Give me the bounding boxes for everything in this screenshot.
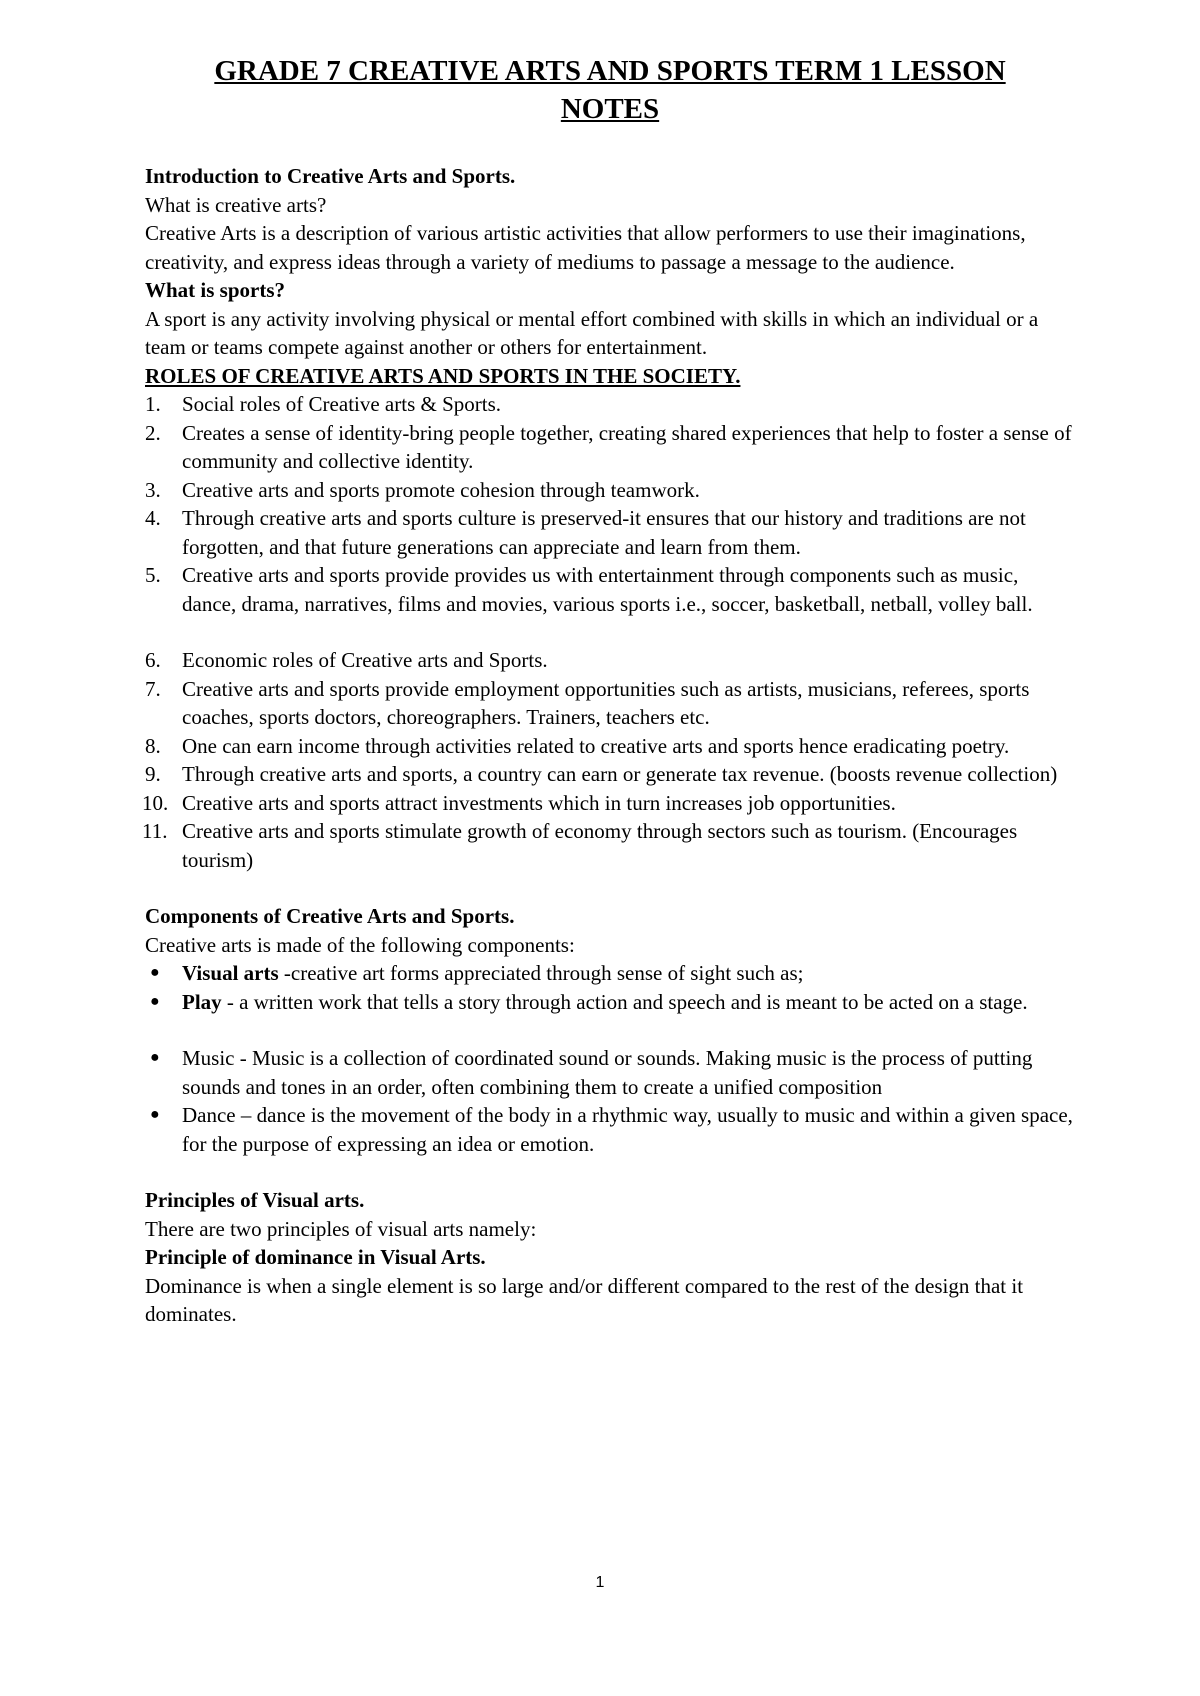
list-item (145, 1044, 1075, 1101)
list-item (145, 646, 1075, 675)
document-title: GRADE 7 CREATIVE ARTS AND SPORTS TERM 1 LESSON NOTES (214, 55, 1006, 125)
intro-question-2: What is sports? (145, 278, 286, 302)
components-section (145, 902, 1075, 1158)
item-text: Creative arts and sports provide employment opportunities such as artists, musicians, referees, sports coaches, sports doctors, choreographers. Trainers, teachers etc. (182, 676, 1030, 729)
bullet-icon: ● (150, 1049, 160, 1066)
list-item (145, 390, 1075, 419)
components-list (145, 959, 1075, 1158)
item-text: Through creative arts and sports culture is preserved-it ensures that our history and traditions are not forgotten, and that future generations can appreciate and learn from them. (182, 506, 1026, 559)
list-item (145, 988, 1075, 1017)
intro-heading: Introduction to Creative Arts and Sports. (145, 164, 516, 188)
document-page (142, 52, 1075, 1329)
item-number: 4. (145, 506, 161, 530)
principles-heading: Principles of Visual arts. (145, 1188, 365, 1212)
item-text: Social roles of Creative arts & Sports. (182, 392, 502, 416)
item-number: 3. (145, 477, 161, 502)
roles-heading: ROLES OF CREATIVE ARTS AND SPORTS IN THE SOCIETY. (145, 363, 741, 388)
bullet-icon: ● (150, 1106, 160, 1123)
list-item (145, 959, 1075, 988)
principles-section (145, 1186, 1075, 1329)
list-item (142, 817, 1075, 874)
item-term: Play (182, 989, 222, 1014)
item-text: -creative art forms appreciated through sense of sight such as; (278, 961, 804, 985)
principles-intro: There are two principles of visual arts namely: (145, 1216, 537, 1241)
list-spacer (145, 618, 1075, 646)
item-number: 11. (142, 819, 168, 843)
item-text: Dance – dance is the movement of the body in a rhythmic way, usually to music and within a given space, for the purpose of expressing an idea or emotion. (182, 1103, 1073, 1156)
list-spacer (145, 1016, 1075, 1044)
bullet-icon: ● (150, 964, 160, 981)
roles-section (142, 362, 1075, 875)
section-spacer (145, 1158, 1075, 1186)
list-item (145, 1101, 1075, 1158)
item-number: 7. (145, 676, 161, 701)
item-number: 5. (145, 563, 161, 587)
item-text: Creative arts and sports promote cohesion through teamwork. (182, 477, 700, 502)
item-number: 2. (145, 420, 161, 445)
item-text: Music - Music is a collection of coordinated sound or sounds. Making music is the process of putting sounds and tones in an order, often combining them to create a unified composition (182, 1046, 1033, 1099)
item-text: - a written work that tells a story through action and speech and is meant to be acted on a stage. (221, 989, 1028, 1014)
bullet-icon: ● (150, 992, 160, 1010)
list-item (142, 789, 1075, 818)
intro-question-1: What is creative arts? (145, 192, 327, 217)
item-text: Through creative arts and sports, a country can earn or generate tax revenue. (boosts revenue collection) (182, 762, 1058, 786)
item-text: Creates a sense of identity-bring people together, creating shared experiences that help to foster a sense of community and collective identity. (182, 420, 1072, 473)
list-item (145, 419, 1075, 476)
list-item (145, 760, 1075, 789)
components-heading: Components of Creative Arts and Sports. (145, 904, 515, 928)
item-number: 6. (145, 648, 161, 672)
intro-section (145, 162, 1075, 362)
item-number: 10. (142, 790, 169, 815)
list-item (145, 504, 1075, 561)
components-intro: Creative arts is made of the following components: (145, 932, 575, 957)
list-item (145, 675, 1075, 732)
list-item (145, 732, 1075, 761)
item-number: 8. (145, 733, 161, 758)
list-item (145, 561, 1075, 618)
item-text: Creative arts and sports provide provides us with entertainment through components such as music, dance, drama, narratives, films and movies, various sports i.e., soccer, basketball, netball, volley ball. (182, 563, 1033, 616)
item-number: 9. (145, 762, 161, 786)
item-text: Creative arts and sports attract investments which in turn increases job opportunities. (182, 790, 896, 815)
section-spacer (145, 874, 1075, 902)
item-number: 1. (145, 392, 161, 416)
item-text: Creative arts and sports stimulate growth of economy through sectors such as tourism. (Encourages tourism) (182, 819, 1018, 872)
list-item (145, 476, 1075, 505)
intro-answer-1: Creative Arts is a description of various artistic activities that allow performers to use their imaginations, creativity, and express ideas through a variety of mediums to passage a message to the audience. (145, 221, 1026, 274)
item-text: One can earn income through activities related to creative arts and sports hence eradicating poetry. (182, 733, 1010, 758)
item-text: Economic roles of Creative arts and Sports. (182, 648, 548, 672)
roles-list (142, 390, 1075, 874)
intro-answer-2: A sport is any activity involving physical or mental effort combined with skills in which an individual or a team or teams compete against another or others for entertainment. (145, 306, 1039, 359)
item-term: Visual arts (182, 961, 279, 985)
dominance-heading: Principle of dominance in Visual Arts. (145, 1245, 486, 1269)
page-number: 1 (595, 1574, 605, 1591)
dominance-text: Dominance is when a single element is so large and/or different compared to the rest of the design that it dominates. (145, 1273, 1024, 1326)
